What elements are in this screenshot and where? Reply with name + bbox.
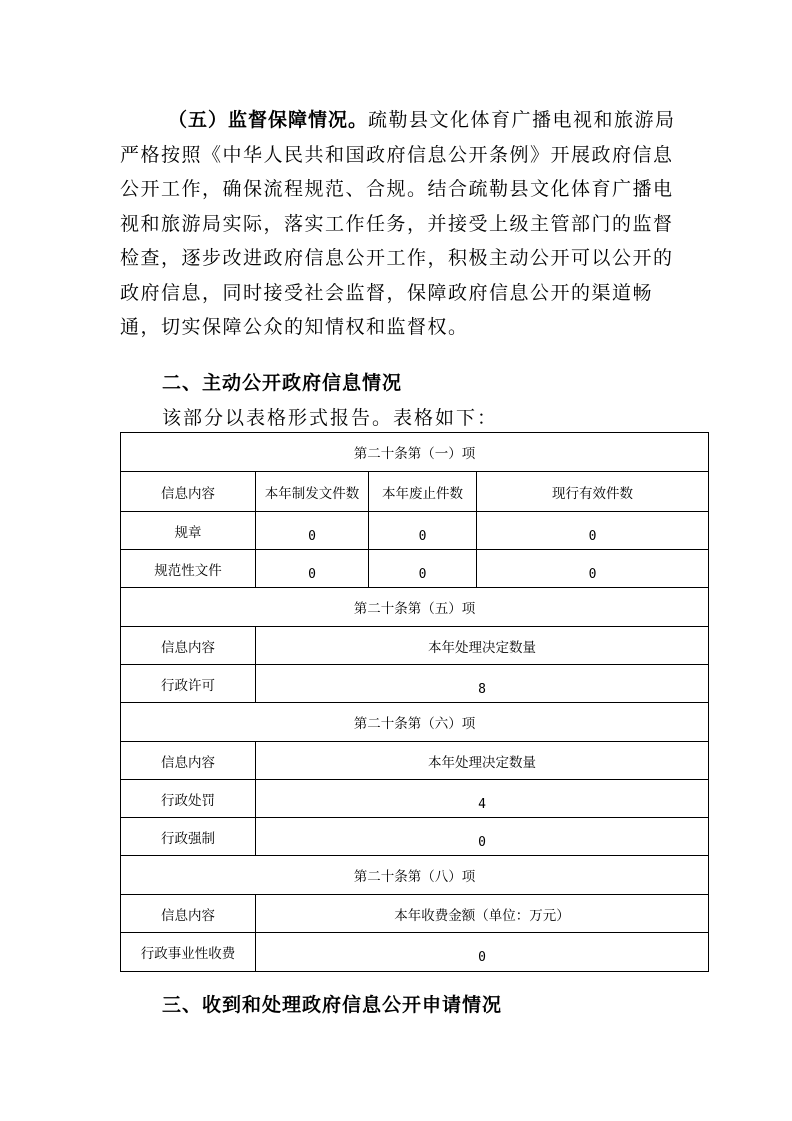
column-header: 本年处理决定数量 [256, 742, 709, 780]
supervision-paragraph [120, 103, 676, 345]
paragraph-lead: （五）监督保障情况。 [168, 109, 369, 131]
table-row [121, 665, 709, 703]
table-cell: 0 [477, 550, 709, 588]
table-header-row [121, 627, 709, 665]
table-cell: 0 [256, 933, 709, 972]
table-row [121, 512, 709, 550]
art6-title: 第二十条第（六）项 [121, 703, 709, 742]
art8-title: 第二十条第（八）项 [121, 856, 709, 895]
column-header: 信息内容 [121, 742, 256, 780]
column-header: 现行有效件数 [477, 472, 709, 512]
table-cell: 0 [256, 550, 369, 588]
table-header-row [121, 472, 709, 512]
section-heading-active-disclosure: 二、主动公开政府信息情况 [162, 372, 403, 394]
table-header-row [121, 895, 709, 933]
table-section-title-row [121, 433, 709, 472]
column-header: 本年处理决定数量 [256, 627, 709, 665]
column-header: 信息内容 [121, 627, 256, 665]
section-heading-applications: 三、收到和处理政府信息公开申请情况 [162, 994, 503, 1016]
art5-title: 第二十条第（五）项 [121, 588, 709, 627]
row-label: 行政强制 [121, 818, 256, 856]
column-header: 信息内容 [121, 472, 256, 512]
table-cell: 4 [256, 780, 709, 818]
art1-title: 第二十条第（一）项 [121, 433, 709, 472]
disclosure-table [120, 432, 709, 972]
row-label: 规范性文件 [121, 550, 256, 588]
table-intro-note: 该部分以表格形式报告。表格如下： [162, 407, 499, 429]
column-header: 信息内容 [121, 895, 256, 933]
column-header: 本年制发文件数 [256, 472, 369, 512]
table-section-title-row [121, 703, 709, 742]
row-label: 行政许可 [121, 665, 256, 703]
row-label: 行政事业性收费 [121, 933, 256, 972]
column-header: 本年废止件数 [369, 472, 477, 512]
table-header-row [121, 742, 709, 780]
table-cell: 0 [256, 818, 709, 856]
table-row [121, 818, 709, 856]
table-cell: 0 [477, 512, 709, 550]
table-cell: 0 [256, 512, 369, 550]
table-section-title-row [121, 588, 709, 627]
table-row [121, 933, 709, 972]
row-label: 行政处罚 [121, 780, 256, 818]
paragraph-text: 疏勒县文化体育广播电视和旅游局严格按照《中华人民共和国政府信息公开条例》开展政府信息公开工作，确保流程规范、合规。结合疏勒县文化体育广播电视和旅游局实际，落实工作任务，并接受上级主管部门的监督检查，逐步改进政府信息公开工作，积极主动公开可以公开的政府信息，同时接受社会监督，保障政府信息公开的渠道畅通，切实保障公众的知情权和监督权。 [120, 109, 676, 338]
table-row [121, 780, 709, 818]
table-cell: 0 [369, 512, 477, 550]
column-header: 本年收费金额（单位：万元） [256, 895, 709, 933]
table-row [121, 550, 709, 588]
table-section-title-row [121, 856, 709, 895]
row-label: 规章 [121, 512, 256, 550]
table-cell: 8 [256, 665, 709, 703]
table-cell: 0 [369, 550, 477, 588]
